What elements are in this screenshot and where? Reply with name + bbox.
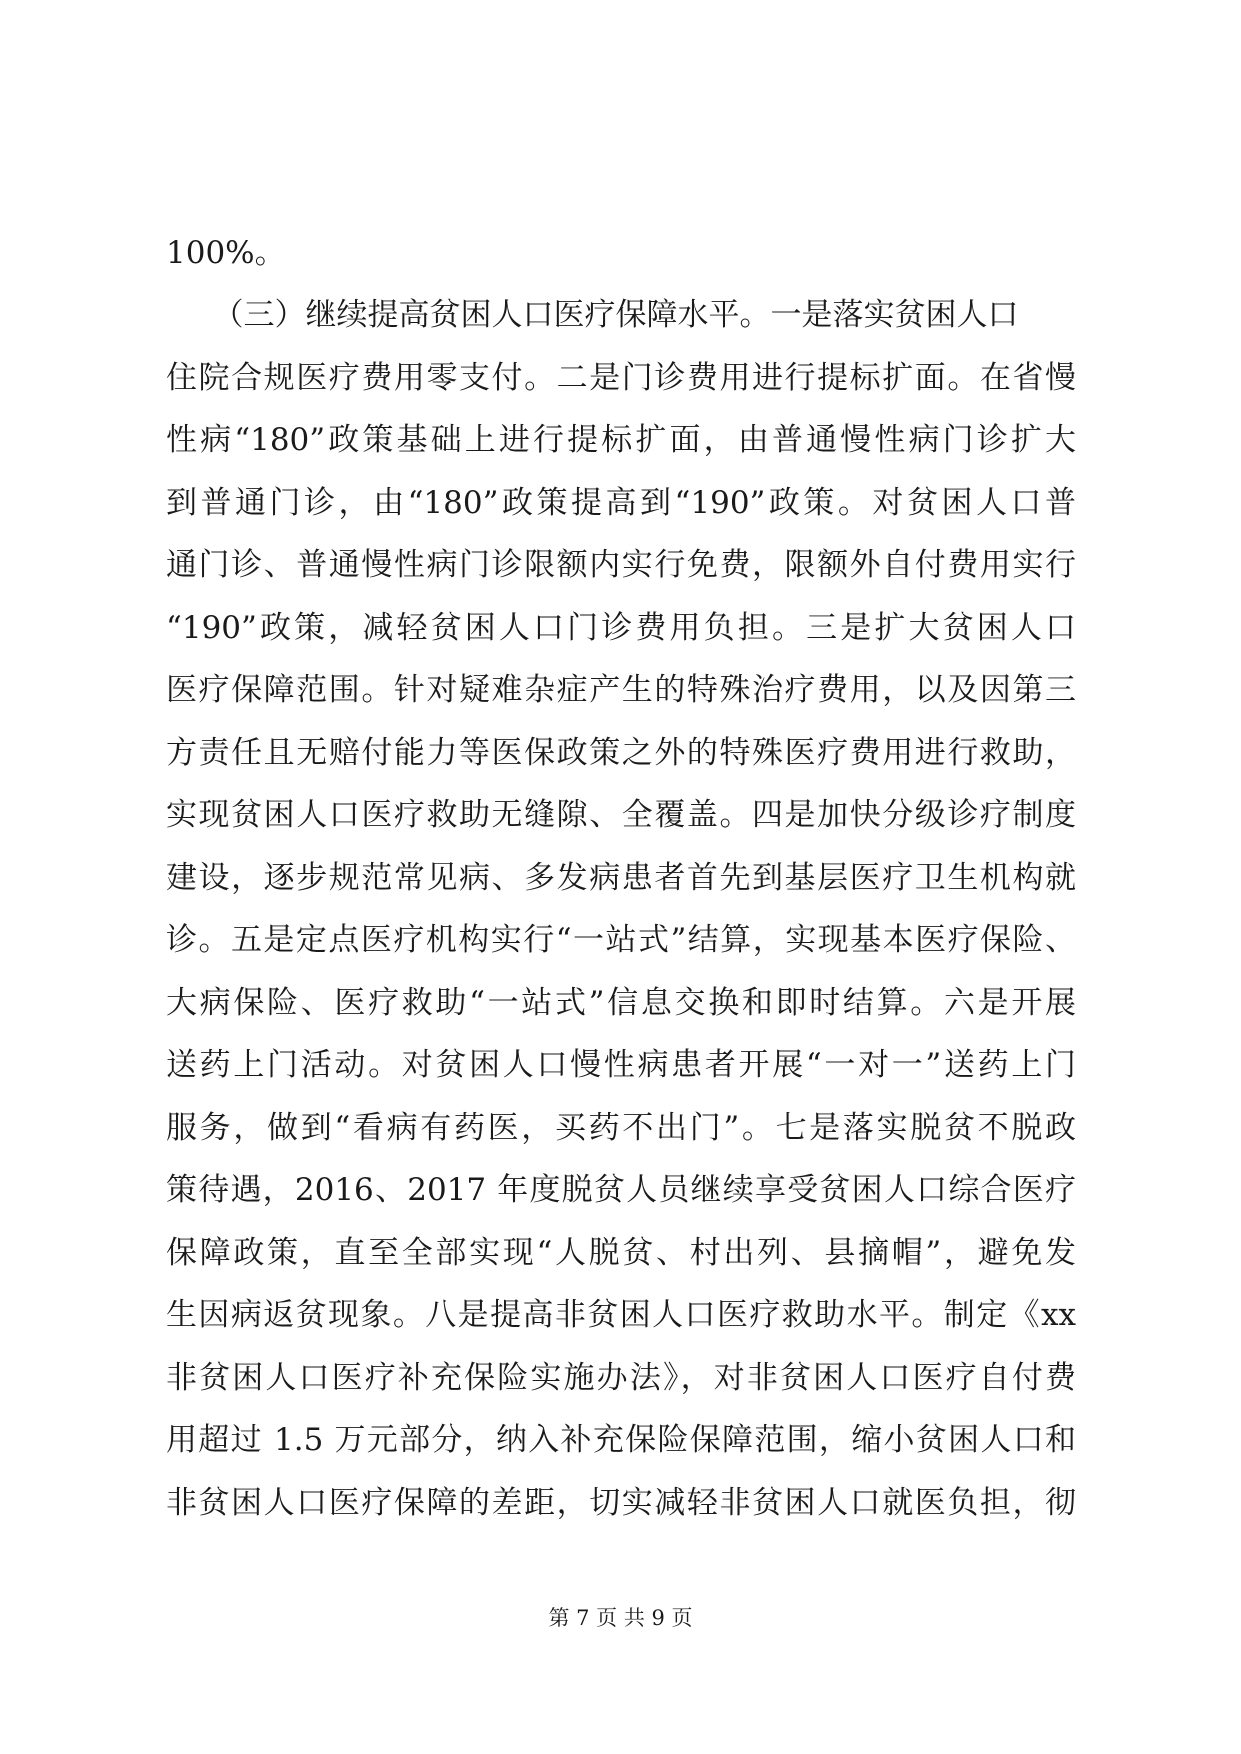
text-line: 送药上门活动。对贫困人口慢性病患者开展“一对一”送药上门 xyxy=(166,1047,1076,1083)
text-line: 100%。 xyxy=(166,235,286,271)
text-line: 服务，做到“看病有药医，买药不出门”。七是落实脱贫不脱政 xyxy=(166,1110,1076,1146)
text-line: 性病“180”政策基础上进行提标扩面，由普通慢性病门诊扩大 xyxy=(166,422,1076,458)
text-line: 医疗保障范围。针对疑难杂症产生的特殊治疗费用，以及因第三 xyxy=(166,672,1076,708)
text-line: 住院合规医疗费用零支付。二是门诊费用进行提标扩面。在省慢 xyxy=(166,360,1076,396)
text-line: 方责任且无赔付能力等医保政策之外的特殊医疗费用进行救助， xyxy=(166,735,1076,771)
text-line: 用超过 1.5 万元部分，纳入补充保险保障范围，缩小贫困人口和 xyxy=(166,1422,1076,1458)
text-line: 保障政策，直至全部实现“人脱贫、村出列、县摘帽”，避免发 xyxy=(166,1235,1076,1271)
text-line: 通门诊、普通慢性病门诊限额内实行免费，限额外自付费用实行 xyxy=(166,547,1076,583)
paragraph-heading-line: （三）继续提高贫困人口医疗保障水平。一是落实贫困人口 xyxy=(166,297,1019,333)
text-line: 非贫困人口医疗补充保险实施办法》，对非贫困人口医疗自付费 xyxy=(166,1360,1076,1396)
text-line: 建设，逐步规范常见病、多发病患者首先到基层医疗卫生机构就 xyxy=(166,860,1076,896)
text-line: 大病保险、医疗救助“一站式”信息交换和即时结算。六是开展 xyxy=(166,985,1076,1021)
text-line: 策待遇，2016、2017 年度脱贫人员继续享受贫困人口综合医疗 xyxy=(166,1172,1076,1208)
text-line: 实现贫困人口医疗救助无缝隙、全覆盖。四是加快分级诊疗制度 xyxy=(166,797,1076,833)
text-line: 诊。五是定点医疗机构实行“一站式”结算，实现基本医疗保险、 xyxy=(166,922,1076,958)
text-line: 到普通门诊，由“180”政策提高到“190”政策。对贫困人口普 xyxy=(166,485,1076,521)
text-line: 生因病返贫现象。八是提高非贫困人口医疗救助水平。制定《xx xyxy=(166,1297,1076,1333)
page-number-footer: 第 7 页 共 9 页 xyxy=(548,1606,693,1630)
text-line: 非贫困人口医疗保障的差距，切实减轻非贫困人口就医负担，彻 xyxy=(166,1485,1076,1521)
text-line: “190”政策，减轻贫困人口门诊费用负担。三是扩大贫困人口 xyxy=(166,610,1076,646)
